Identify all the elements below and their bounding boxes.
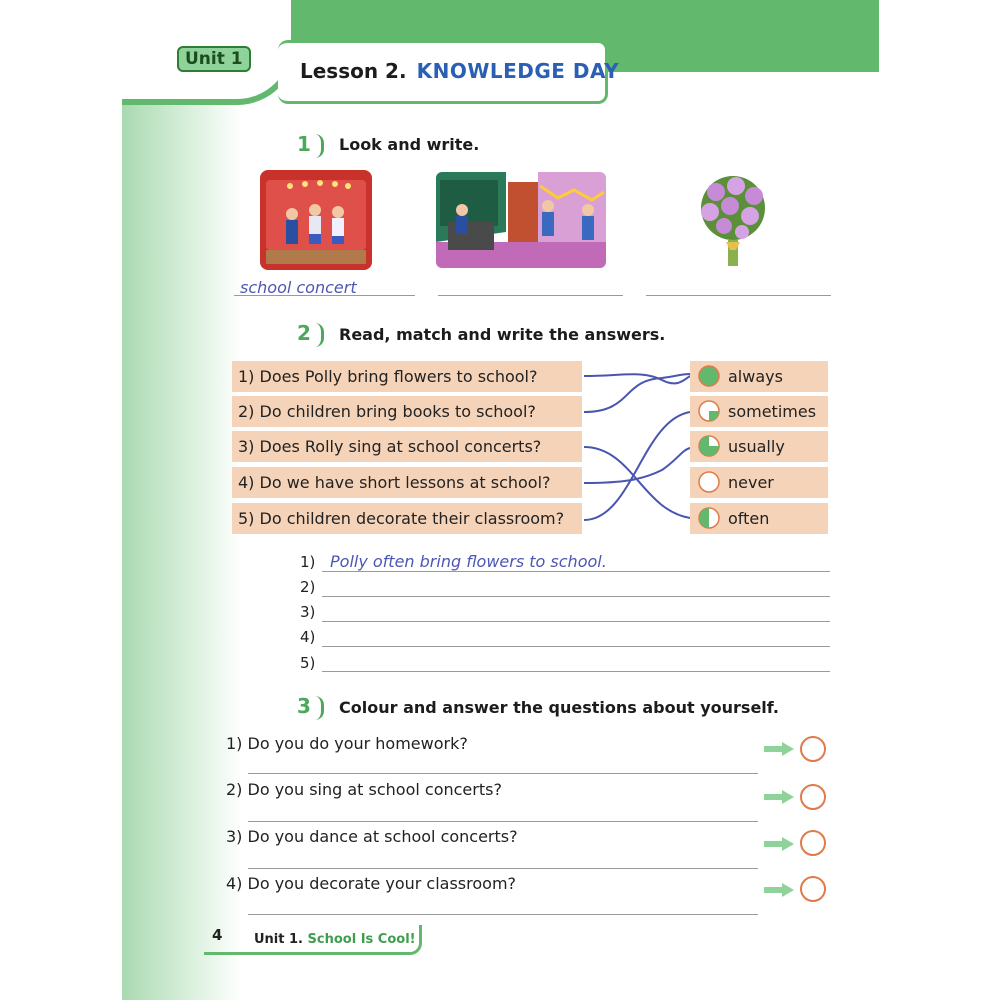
answer-line[interactable] <box>322 621 830 622</box>
answer-option <box>690 396 828 427</box>
flower-bouquet-picture <box>688 168 778 272</box>
answer-number: 5) <box>300 654 316 672</box>
answer-line <box>438 295 623 296</box>
page-number: 4 <box>212 926 223 944</box>
answer-line <box>234 295 415 296</box>
exercise-3-question: 1) Do you do your homework? <box>226 734 468 753</box>
exercise-3-question: 2) Do you sing at school concerts? <box>226 780 502 799</box>
answer-option <box>690 431 828 462</box>
lesson-title <box>300 59 619 83</box>
workbook-page <box>122 0 879 1000</box>
unit-badge: Unit 1 <box>177 46 251 72</box>
colour-circle[interactable] <box>800 784 826 810</box>
answer-option <box>690 361 828 392</box>
school-concert-picture <box>260 170 372 270</box>
answer-label: often <box>728 509 770 528</box>
classroom-decorating-picture <box>436 172 606 268</box>
answer-label: sometimes <box>728 402 817 421</box>
answer-option <box>690 503 828 534</box>
lesson-name: KNOWLEDGE DAY <box>416 59 620 83</box>
frequency-always-icon <box>698 365 720 387</box>
answer-label: always <box>728 367 783 386</box>
answer-line <box>646 295 831 296</box>
arrow-right-icon <box>764 837 794 851</box>
answer-line[interactable] <box>248 821 758 822</box>
question-row: 3) Does Rolly sing at school concerts? <box>232 431 582 462</box>
frequency-sometimes-icon <box>698 400 720 422</box>
lesson-title-box <box>278 40 620 104</box>
matching-lines <box>582 360 692 540</box>
question-row: 1) Does Polly bring flowers to school? <box>232 361 582 392</box>
answer-number: 4) <box>300 628 316 646</box>
answer-number: 1) <box>300 553 316 571</box>
answer-line <box>322 571 830 572</box>
answer-number: 3) <box>300 603 316 621</box>
colour-circle[interactable] <box>800 830 826 856</box>
exercise-3-number: 3 <box>290 694 318 720</box>
answer-label: never <box>728 473 774 492</box>
exercise-1-number: 1 <box>290 132 318 158</box>
answer-line[interactable] <box>248 868 758 869</box>
frequency-never-icon <box>698 471 720 493</box>
question-row: 4) Do we have short lessons at school? <box>232 467 582 498</box>
answer-line[interactable] <box>322 596 830 597</box>
frequency-usually-icon <box>698 435 720 457</box>
exercise-1-instruction: Look and write. <box>339 135 480 154</box>
footer-title: School Is Cool! <box>307 932 416 947</box>
answer-line[interactable] <box>248 914 758 915</box>
exercise-1-answer-1[interactable]: school concert <box>240 278 357 297</box>
colour-circle[interactable] <box>800 876 826 902</box>
exercise-3-instruction: Colour and answer the questions about yourself. <box>339 698 779 717</box>
footer-unit-title <box>254 932 416 947</box>
exercise-2-instruction: Read, match and write the answers. <box>339 325 666 344</box>
exercise-2-answer-1[interactable]: Polly often bring flowers to school. <box>330 552 607 571</box>
lesson-label: Lesson 2. <box>300 59 407 83</box>
side-gradient <box>122 80 242 1000</box>
arrow-right-icon <box>764 883 794 897</box>
question-row: 5) Do children decorate their classroom? <box>232 503 582 534</box>
unit-tab <box>122 0 297 105</box>
answer-label: usually <box>728 437 785 456</box>
exercise-2-number: 2 <box>290 321 318 347</box>
footer-unit: Unit 1. <box>254 932 303 947</box>
arrow-right-icon <box>764 790 794 804</box>
answer-number: 2) <box>300 578 316 596</box>
question-row: 2) Do children bring books to school? <box>232 396 582 427</box>
exercise-3-question: 3) Do you dance at school concerts? <box>226 827 518 846</box>
colour-circle[interactable] <box>800 736 826 762</box>
exercise-3-question: 4) Do you decorate your classroom? <box>226 874 517 893</box>
answer-line[interactable] <box>322 671 830 672</box>
frequency-often-icon <box>698 507 720 529</box>
answer-line[interactable] <box>248 773 758 774</box>
arrow-right-icon <box>764 742 794 756</box>
answer-option <box>690 467 828 498</box>
answer-line[interactable] <box>322 646 830 647</box>
